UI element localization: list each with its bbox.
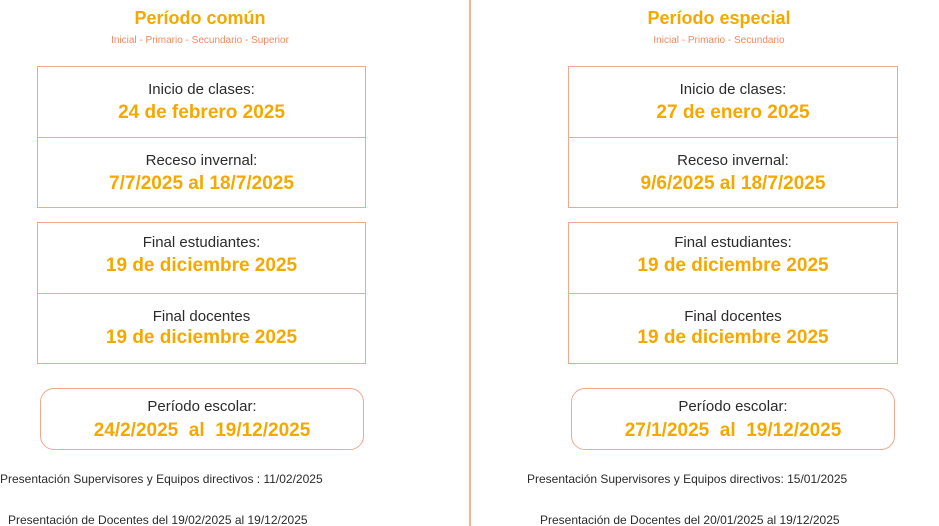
presentacion-docentes-note: Presentación de Docentes del 19/02/2025 al 19/12/2025 — [8, 513, 308, 526]
final-docentes-cell — [38, 293, 365, 364]
receso-invernal-label: Receso invernal: — [145, 152, 258, 169]
presentacion-supervisores-note: Presentación Supervisores y Equipos directivos : 11/02/2025 — [0, 472, 323, 486]
periodo-escolar-label: Período escolar: — [678, 398, 788, 415]
inicio-clases-cell — [38, 67, 365, 137]
final-estudiantes-label: Final estudiantes: — [674, 234, 792, 251]
inicio-clases-label: Inicio de clases: — [148, 81, 255, 98]
inicio-clases-value: 27 de enero 2025 — [656, 102, 810, 123]
final-docentes-label: Final docentes — [152, 308, 251, 325]
final-estudiantes-value: 19 de diciembre 2025 — [637, 255, 829, 276]
presentacion-supervisores-note: Presentación Supervisores y Equipos directivos: 15/01/2025 — [527, 472, 848, 486]
final-docentes-label: Final docentes — [684, 308, 782, 325]
final-box — [568, 222, 898, 364]
receso-invernal-cell — [569, 137, 897, 208]
inicio-clases-label: Inicio de clases: — [679, 81, 787, 98]
final-box — [37, 222, 366, 364]
periodo-escolar-cell — [41, 389, 363, 449]
receso-invernal-value: 9/6/2025 al 18/7/2025 — [640, 173, 826, 194]
periodo-comun-title: Período común — [134, 8, 266, 28]
periodo-escolar-cell — [572, 389, 894, 449]
inicio-clases-cell — [569, 67, 897, 137]
inicio-receso-box — [568, 66, 898, 208]
final-docentes-value: 19 de diciembre 2025 — [637, 327, 829, 348]
periodo-escolar-box — [571, 388, 895, 450]
final-docentes-cell — [569, 293, 897, 364]
inicio-clases-value: 24 de febrero 2025 — [118, 102, 285, 123]
periodo-escolar-value: 27/1/2025 al 19/12/2025 — [624, 420, 842, 441]
final-estudiantes-cell — [38, 223, 365, 293]
column-divider — [469, 0, 471, 526]
inicio-receso-box — [37, 66, 366, 208]
presentacion-docentes-note: Presentación de Docentes del 20/01/2025 al 19/12/2025 — [540, 513, 840, 526]
periodo-escolar-value: 24/2/2025 al 19/12/2025 — [93, 420, 311, 441]
periodo-escolar-label: Período escolar: — [147, 398, 257, 415]
periodo-especial-subtitle: Inicial - Primario - Secundario — [653, 35, 785, 46]
periodo-especial-title: Período especial — [647, 8, 791, 28]
final-estudiantes-cell — [569, 223, 897, 293]
periodo-escolar-box — [40, 388, 364, 450]
receso-invernal-value: 7/7/2025 al 18/7/2025 — [109, 173, 294, 194]
receso-invernal-label: Receso invernal: — [677, 152, 789, 169]
final-docentes-value: 19 de diciembre 2025 — [105, 327, 298, 348]
final-estudiantes-value: 19 de diciembre 2025 — [105, 255, 298, 276]
final-estudiantes-label: Final estudiantes: — [142, 234, 261, 251]
receso-invernal-cell — [38, 137, 365, 208]
periodo-comun-subtitle: Inicial - Primario - Secundario - Superior — [111, 35, 289, 46]
